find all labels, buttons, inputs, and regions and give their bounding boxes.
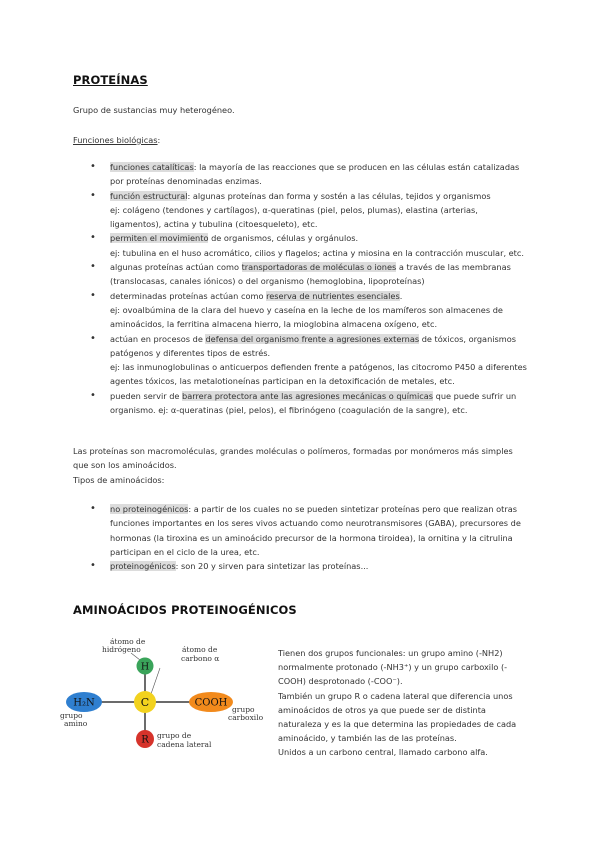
example-text: ej: tubulina en el huso acromático, cilios y flagelos; actina y miosina en la contracción muscular, etc. (110, 247, 524, 258)
description-paragraph: Tienen dos grupos funcionales: un grupo amino (-NH2) normalmente protonado (-NH3⁺) y un grupo carboxilo (-COOH) desprotonado (-COO⁻). (278, 648, 508, 687)
item-text: : a partir de los cuales no se pueden sintetizar proteínas pero que realizan otras funciones importantes en los seres vivos actuando como neurotransmisores (GABA), precursores de hormonas (la tiroxina es un aminoácido precursor de la hormona tiroidea), la ornitina y la citrulina participan en el ciclo de la urea, etc. (110, 504, 521, 557)
item-text-pre: determinadas proteínas actúan como (110, 290, 267, 301)
item-text: de organismos, células y orgánulos. (208, 233, 359, 244)
list-item-transporte (90, 260, 530, 289)
amino-acid-description (278, 646, 528, 760)
item-text: . (399, 290, 403, 301)
highlight-text: defensa del organismo frente a agresiones externas (205, 333, 420, 344)
hydrogen-symbol: H (140, 661, 150, 673)
funciones-list (90, 160, 530, 417)
highlight-text: permiten el movimiento (110, 233, 209, 244)
list-item-defensa (90, 332, 530, 389)
item-text-pre: actúan en procesos de (110, 333, 206, 344)
list-item-reserva (90, 289, 530, 332)
label-amino-1: grupo (60, 711, 83, 720)
h2n-symbol: H₂N (73, 697, 95, 709)
section2-title: AMINOÁCIDOS PROTEINOGÉNICOS (73, 603, 297, 617)
item-text: : algunas proteínas dan forma y sostén a las células, tejidos y organismos (187, 190, 491, 201)
tipos-list (90, 502, 530, 573)
highlight-text: proteinogénicos (110, 561, 176, 572)
list-item-proteinogenicos (90, 559, 530, 573)
funciones-heading-label: Funciones biológicas (73, 135, 158, 145)
label-hidrogeno-1: átomo de (110, 637, 146, 646)
example-text: ej: las inmunoglobulinas o anticuerpos defienden frente a patógenos, las citocromo P450 a diferentes agentes tóxicos, las metalotioneínas participan en la detoxificación de metales, etc. (110, 362, 527, 387)
page-title: PROTEÍNAS (73, 73, 148, 87)
item-text: de tóxicos, organismos patógenos y diferentes tipos de estrés. (110, 333, 517, 358)
highlight-text: barrera protectora ante las agresiones mecánicas o químicas (182, 390, 434, 401)
funciones-heading-colon: : (157, 135, 161, 145)
item-text: : la mayoría de las reacciones que se producen en las células están catalizadas por proteínas denominadas enzimas. (110, 162, 520, 187)
amino-acid-diagram (58, 632, 283, 762)
carbon-symbol: C (140, 696, 150, 709)
label-carbono-2: carbono α (181, 654, 220, 663)
pointer-carbono (151, 668, 160, 694)
highlight-text: reserva de nutrientes esenciales (266, 290, 400, 301)
list-item-barrera (90, 389, 530, 418)
item-text-pre: pueden servir de (110, 390, 183, 401)
label-carboxilo-2: carboxilo (228, 713, 264, 722)
intro-text: Grupo de sustancias muy heterogéneo. (73, 105, 235, 115)
item-text: que puede sufrir un organismo. ej: α-queratinas (piel, pelos), el fibrinógeno (coagulación de la sangre), etc. (110, 390, 517, 416)
pointer-hidrogeno (131, 653, 140, 660)
r-symbol: R (141, 734, 149, 746)
macromoleculas-text: Las proteínas son macromoléculas, grandes moléculas o polímeros, formadas por monómeros más simples que son los aminoácidos. (73, 446, 513, 471)
label-hidrogeno-2: hidrógeno (102, 645, 141, 654)
item-text: a través de las membranas (translocasas, canales iónicos) o del organismo (hemoglobina, lipoproteínas) (110, 262, 511, 287)
item-text: : son 20 y sirven para sintetizar las proteínas... (175, 561, 369, 572)
label-amino-2: amino (64, 719, 88, 728)
label-carbono-1: átomo de (182, 645, 218, 654)
list-item-catalitica (90, 160, 530, 189)
highlight-text: función estructural (110, 190, 188, 201)
list-item-no-proteinogenicos (90, 502, 530, 559)
description-paragraph: Unidos a un carbono central, llamado carbono alfa. (278, 747, 488, 758)
label-carboxilo-1: grupo (232, 705, 255, 714)
example-text: ej: ovoalbúmina de la clara del huevo y caseína en la leche de los mamíferos son almacenes de aminoácidos, la ferritina almacena hierro, la mioglobina almacena oxígeno, etc. (110, 304, 503, 330)
tipos-heading: Tipos de aminoácidos: (73, 475, 165, 485)
label-cadena-1: grupo de (157, 731, 192, 740)
example-text: ej: colágeno (tendones y cartílagos), α-queratinas (piel, pelos, plumas), elastina (arterias, ligamentos), actina y tubulina (citoesqueleto), etc. (110, 204, 478, 230)
list-item-movimiento (90, 231, 530, 260)
item-text-pre: algunas proteínas actúan como (110, 262, 242, 273)
funciones-heading (73, 133, 160, 147)
highlight-text: transportadoras de moléculas o iones (241, 262, 397, 273)
highlight-text: no proteinogénicos (110, 504, 189, 514)
list-item-estructural (90, 189, 530, 232)
description-paragraph: También un grupo R o cadena lateral que diferencia unos aminoácidos de otros ya que puede ser de distinta naturaleza y es la que determina las propiedades de cada aminoácido, y también las de las proteínas. (278, 690, 517, 744)
cooh-symbol: COOH (194, 697, 228, 709)
highlight-text: funciones catalíticas (110, 162, 194, 172)
label-cadena-2: cadena lateral (157, 740, 212, 749)
